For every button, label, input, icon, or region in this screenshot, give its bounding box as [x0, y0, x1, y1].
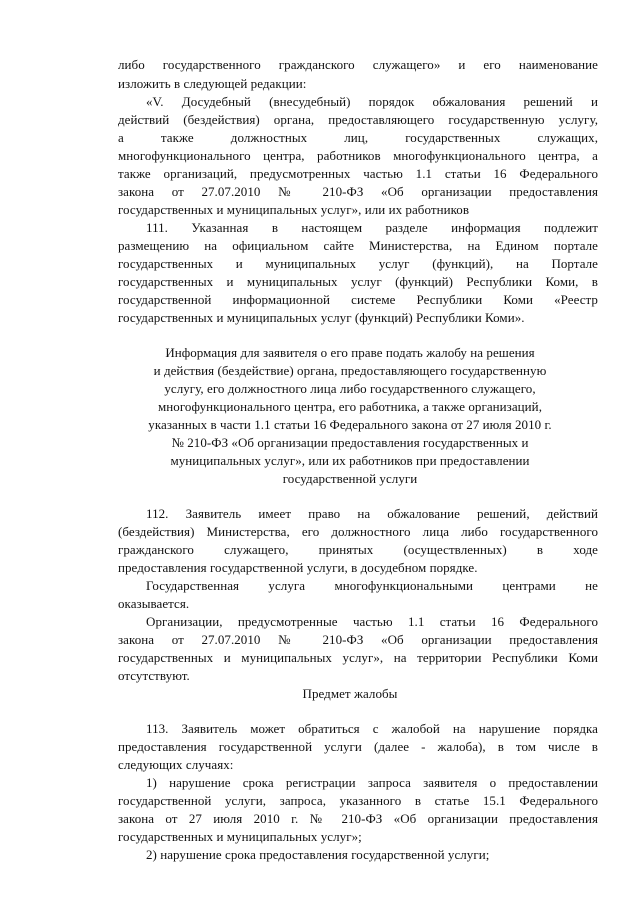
- text-line: отсутствуют.: [118, 668, 190, 683]
- text-line: № 210-ФЗ «Об организации предоставления государственных и: [171, 435, 529, 450]
- text-line: указанных в части 1.1 статьи 16 Федерального закона от 27 июля 2010 г.: [148, 417, 552, 432]
- text-line: 112. Заявитель имеет право на обжалование решений, действий: [146, 506, 598, 521]
- text-line: закона от 27.07.2010 № 210-ФЗ «Об организации предоставления: [118, 632, 598, 647]
- subject-heading: Предмет жалобы: [302, 686, 398, 701]
- text-line: следующих случаях:: [118, 757, 234, 772]
- text-line: многофункционального центра, работников многофункционального центра, а: [118, 148, 598, 163]
- text-line: государственной информационной системе Республики Коми «Реестр: [118, 292, 598, 307]
- text-line: гражданского служащего, принятых (осуществленных) в ходе: [118, 542, 598, 557]
- text-line: 111. Указанная в настоящем разделе информация подлежит: [146, 220, 598, 235]
- text-line: предоставления государственной услуги (далее - жалоба), в том числе в: [118, 739, 598, 754]
- text-line: государственных и муниципальных услуг (функций) Республики Коми».: [118, 310, 525, 325]
- text-line: Информация для заявителя о его праве подать жалобу на решения: [165, 345, 535, 360]
- text-line: 113. Заявитель может обратиться с жалобой на нарушение порядка: [146, 721, 598, 736]
- text-line: государственных и муниципальных услуг»;: [118, 829, 362, 844]
- list-item-2: 2) нарушение срока предоставления государственной услуги;: [146, 847, 490, 862]
- text-line: предоставления государственной услуги, в досудебном порядке.: [118, 560, 478, 575]
- text-line: действий (бездействия) органа, предоставляющего государственную услугу,: [118, 112, 598, 127]
- text-line: услугу, его должностного лица либо государственного служащего,: [164, 381, 536, 396]
- text-line: Организации, предусмотренные частью 1.1 статьи 16 Федерального: [146, 614, 598, 629]
- text-line: закона от 27.07.2010 № 210-ФЗ «Об организации предоставления: [118, 184, 598, 199]
- text-line: «V. Досудебный (внесудебный) порядок обжалования решений и: [146, 94, 598, 109]
- text-line: оказывается.: [118, 596, 190, 611]
- text-line: (бездействия) Министерства, его должностного лица либо государственного: [118, 524, 598, 539]
- text-line: и действия (бездействие) органа, предоставляющего государственную: [153, 363, 547, 378]
- text-line: 1) нарушение срока регистрации запроса заявителя о предоставлении: [146, 775, 598, 790]
- text-line: многофункционального центра, его работника, а также организаций,: [158, 399, 542, 414]
- text-line: закона от 27 июля 2010 г. № 210-ФЗ «Об организации предоставления: [118, 811, 598, 826]
- text-line: размещению на официальном сайте Министерства, на Едином портале: [118, 238, 598, 253]
- text-line: государственных и муниципальных услуг (функций), на Портале: [118, 256, 598, 271]
- text-line: государственных и муниципальных услуг», или их работников: [118, 202, 470, 217]
- text-line: также организаций, предусмотренных частью 1.1 статьи 16 Федерального: [118, 166, 598, 181]
- text-line: Государственная услуга многофункциональными центрами не: [146, 578, 598, 593]
- text-line: либо государственного гражданского служащего» и его наименование: [118, 57, 598, 72]
- text-line: государственных и муниципальных услуг (функций) Республики Коми, в: [118, 274, 598, 289]
- text-line: муниципальных услуг», или их работников при предоставлении: [170, 453, 530, 468]
- text-line: государственных и муниципальных услуг», на территории Республики Коми: [118, 650, 598, 665]
- text-line: государственной услуги: [282, 471, 418, 486]
- text-line: изложить в следующей редакции:: [118, 76, 307, 91]
- text-line: государственной услуги, запроса, указанного в статье 15.1 Федерального: [118, 793, 598, 808]
- text-line: а также должностных лиц, государственных служащих,: [118, 130, 598, 145]
